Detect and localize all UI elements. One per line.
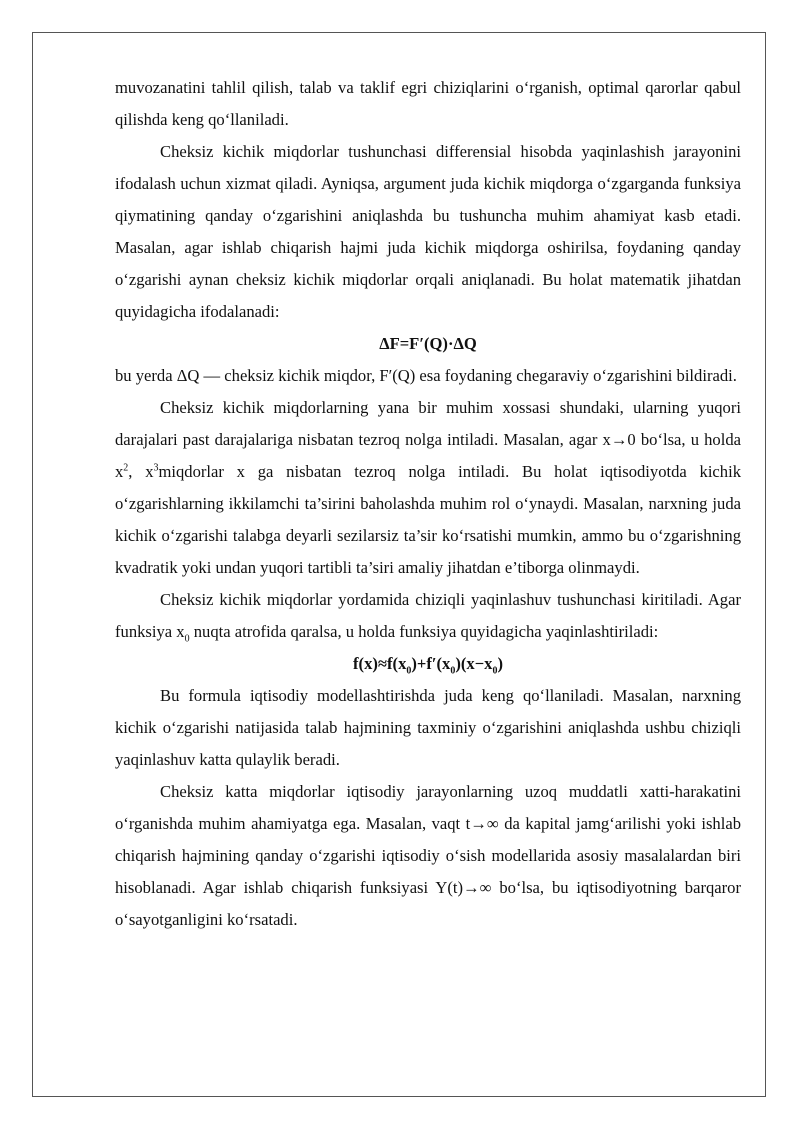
formula2-sub-3: 0 — [492, 665, 498, 677]
p4-superscript-2: 2 — [123, 462, 129, 474]
p5-subscript-0: 0 — [184, 633, 190, 645]
formula-profit-change: ΔF=F′(Q)·ΔQ — [379, 334, 477, 353]
formula2-part-b: )+f′(x — [411, 654, 451, 673]
p4-text-b: , x — [128, 462, 154, 481]
formula2-part-d: ) — [497, 654, 503, 673]
p4-text-a: Cheksiz kichik miqdorlarning yana bir muhim xossasi shundaki, ularning yuqori darajalari past darajalariga nisbatan tezroq nolga intiladi. Masalan, agar x→0 bo‘lsa, u holda x — [115, 398, 741, 481]
paragraph-5 — [115, 584, 741, 648]
formula2-sub-1: 0 — [406, 665, 412, 677]
document-body — [115, 72, 741, 936]
p4-text-c: miqdorlar x ga nisbatan tezroq nolga intiladi. Bu holat iqtisodiyotda kichik o‘zgarishlarning ikkilamchi ta’sirini baholashda muhim rol o‘ynaydi. Masalan, narxning juda kichik o‘zgarishi talabga deyarli sezilarsiz ta’sir ko‘rsatishi mumkin, ammo bu o‘zgarishning kvadratik yoki undan yuqori tartibli ta’siri amaliy jihatdan e’tiborga olinmaydi. — [115, 462, 742, 577]
p4-superscript-3: 3 — [153, 462, 159, 474]
formula2-sub-2: 0 — [450, 665, 456, 677]
p5-text-b: nuqta atrofida qaralsa, u holda funksiya quyidagicha yaqinlashtiriladi: — [189, 622, 659, 641]
paragraph-4 — [115, 392, 741, 584]
paragraph-1: muvozanatini tahlil qilish, talab va taklif egri chiziqlarini o‘rganish, optimal qarorlar qabul qilishda keng qo‘llaniladi. — [115, 78, 741, 129]
paragraph-7: Cheksiz katta miqdorlar iqtisodiy jarayonlarning uzoq muddatli xatti-harakatini o‘rganishda muhim ahamiyatga ega. Masalan, vaqt t→∞ da kapital jamg‘arilishi yoki ishlab chiqarish hajmining qanday o‘zgarishi iqtisodiy o‘sish modellarida asosiy masalalardan biri hisoblanadi. Agar ishlab chiqarish funksiyasi Y(t)→∞ bo‘lsa, bu iqtisodiyotning barqaror o‘sayotganligini ko‘rsatadi. — [115, 782, 741, 929]
formula-linear-approximation — [115, 648, 741, 680]
paragraph-2: Cheksiz kichik miqdorlar tushunchasi differensial hisobda yaqinlashish jarayonini ifodalash uchun xizmat qiladi. Ayniqsa, argument juda kichik miqdorga o‘zgarganda funksiya qiymatining qanday o‘zgarishini aniqlashda bu tushuncha muhim ahamiyat kasb etadi. Masalan, agar ishlab chiqarish hajmi juda kichik miqdorga oshirilsa, foydaning qanday o‘zgarishi aynan cheksiz kichik miqdorlar orqali aniqlanadi. Bu holat matematik jihatdan quyidagicha ifodalanadi: — [115, 142, 741, 321]
formula2-part-c: )(x−x — [455, 654, 493, 673]
paragraph-6: Bu formula iqtisodiy modellashtirishda juda keng qo‘llaniladi. Masalan, narxning kichik o‘zgarishi natijasida talab hajmining taxminiy o‘zgarishini aniqlashda ushbu chiziqli yaqinlashuv katta qulaylik beradi. — [115, 686, 741, 769]
p5-text-a: Cheksiz kichik miqdorlar yordamida chiziqli yaqinlashuv tushunchasi kiritiladi. Agar funksiya x — [115, 590, 741, 641]
formula2-part-a: f(x)≈f(x — [353, 654, 407, 673]
paragraph-3: bu yerda ΔQ — cheksiz kichik miqdor, F′(Q) esa foydaning chegaraviy o‘zgarishini bildiradi. — [115, 366, 737, 385]
